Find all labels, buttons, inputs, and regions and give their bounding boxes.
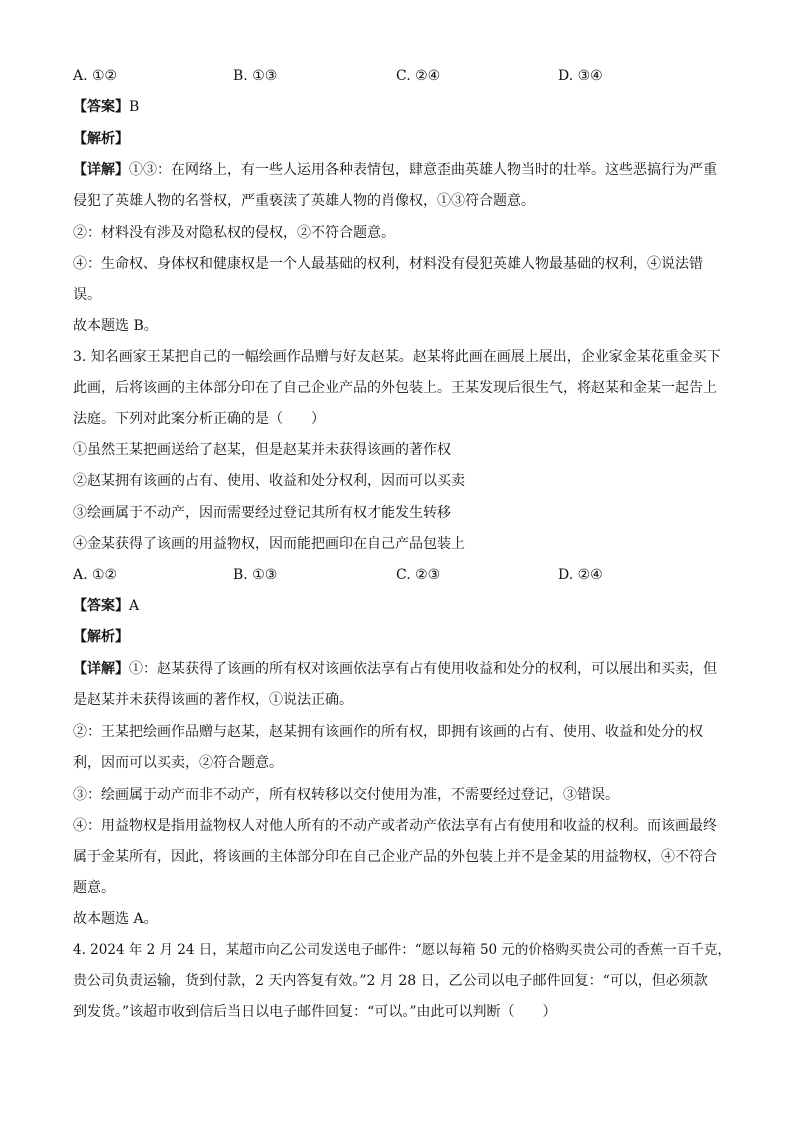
option-d: D. ③④ bbox=[558, 68, 603, 84]
statement-item: ②赵某拥有该画的占有、使用、收益和处分权利，因而可以买卖 bbox=[73, 473, 465, 489]
statement-item: ③绘画属于不动产，因而需要经过登记其所有权才能发生转移 bbox=[73, 505, 451, 521]
option-b: B. ①③ bbox=[233, 68, 278, 84]
explanation-text: 侵犯了英雄人物的名誉权，严重亵渎了英雄人物的肖像权，①③符合题意。 bbox=[73, 193, 535, 209]
analysis-tag: 【解析】 bbox=[73, 629, 129, 645]
option-a: A. ①② bbox=[73, 567, 118, 583]
explanation-text: 题意。 bbox=[73, 880, 115, 896]
answer-tag: 【答案】 bbox=[73, 99, 129, 115]
option-c: C. ②③ bbox=[396, 567, 441, 583]
conclusion-text: 故本题选 A。 bbox=[73, 911, 158, 927]
question-stem: 3. 知名画家王某把自己的一幅绘画作品赠与好友赵某。赵某将此画在画展上展出，企业家金某花重金买下 bbox=[73, 349, 721, 365]
option-c: C. ②④ bbox=[396, 68, 441, 84]
answer-line bbox=[73, 597, 139, 615]
explanation-text: ④：用益物权是指用益物权人对他人所有的不动产或者动产依法享有占有使用和收益的权利。而该画最终 bbox=[73, 818, 717, 834]
question-stem: 法庭。下列对此案分析正确的是（ ） bbox=[73, 411, 325, 427]
answer-tag: 【答案】 bbox=[73, 598, 129, 614]
conclusion-text: 故本题选 B。 bbox=[73, 318, 158, 334]
option-a: A. ①② bbox=[73, 68, 118, 84]
answer-value: A bbox=[129, 598, 140, 614]
explanation-text: ③：绘画属于动产而非不动产，所有权转移以交付使用为准，不需要经过登记，③错误。 bbox=[73, 787, 619, 803]
explanation-text: ④：生命权、身体权和健康权是一个人最基础的权利，材料没有侵犯英雄人物最基础的权利，④说法错 bbox=[73, 256, 703, 272]
explanation-text: ②：材料没有涉及对隐私权的侵权，②不符合题意。 bbox=[73, 225, 395, 241]
explanation-text: ②：王某把绘画作品赠与赵某，赵某拥有该画作的所有权，即拥有该画的占有、使用、收益和处分的权 bbox=[73, 724, 703, 740]
explanation-text: ①：赵某获得了该画的所有权对该画依法享有占有使用收益和处分的权利，可以展出和买卖，但 bbox=[129, 661, 717, 677]
analysis-tag: 【解析】 bbox=[73, 131, 129, 147]
answer-value: B bbox=[129, 99, 140, 115]
statement-item: ④金某获得了该画的用益物权，因而能把画印在自己产品包装上 bbox=[73, 536, 465, 552]
detail-tag: 【详解】 bbox=[73, 162, 129, 178]
question-stem: 此画，后将该画的主体部分印在了自己企业产品的外包装上。王某发现后很生气，将赵某和金某一起告上 bbox=[73, 380, 717, 396]
explanation-text: 利，因而可以买卖，②符合题意。 bbox=[73, 755, 283, 771]
detail-line bbox=[73, 660, 717, 678]
option-b: B. ①③ bbox=[233, 567, 278, 583]
detail-tag: 【详解】 bbox=[73, 661, 129, 677]
explanation-text: 是赵某并未获得该画的著作权，①说法正确。 bbox=[73, 692, 353, 708]
question-stem: 到发货。”该超市收到信后当日以电子邮件回复：“可以。”由此可以判断（ ） bbox=[73, 1004, 557, 1020]
explanation-text: 误。 bbox=[73, 287, 101, 303]
detail-line bbox=[73, 161, 717, 179]
question-stem: 贵公司负责运输，货到付款，2 天内答复有效。”2 月 28 日，乙公司以电子邮件回复：“可以，但必须款 bbox=[73, 973, 708, 989]
option-d: D. ②④ bbox=[558, 567, 603, 583]
explanation-text: 属于金某所有，因此，将该画的主体部分印在自己企业产品的外包装上并不是金某的用益物权，④不符合 bbox=[73, 849, 717, 865]
explanation-text: ①③：在网络上，有一些人运用各种表情包，肆意歪曲英雄人物当时的壮举。这些恶搞行为严重 bbox=[129, 162, 717, 178]
question-stem: 4. 2024 年 2 月 24 日，某超市向乙公司发送电子邮件：“愿以每箱 50 元的价格购买贵公司的香蕉一百千克， bbox=[73, 942, 731, 958]
answer-line bbox=[73, 98, 139, 116]
statement-item: ①虽然王某把画送给了赵某，但是赵某并未获得该画的著作权 bbox=[73, 442, 451, 458]
